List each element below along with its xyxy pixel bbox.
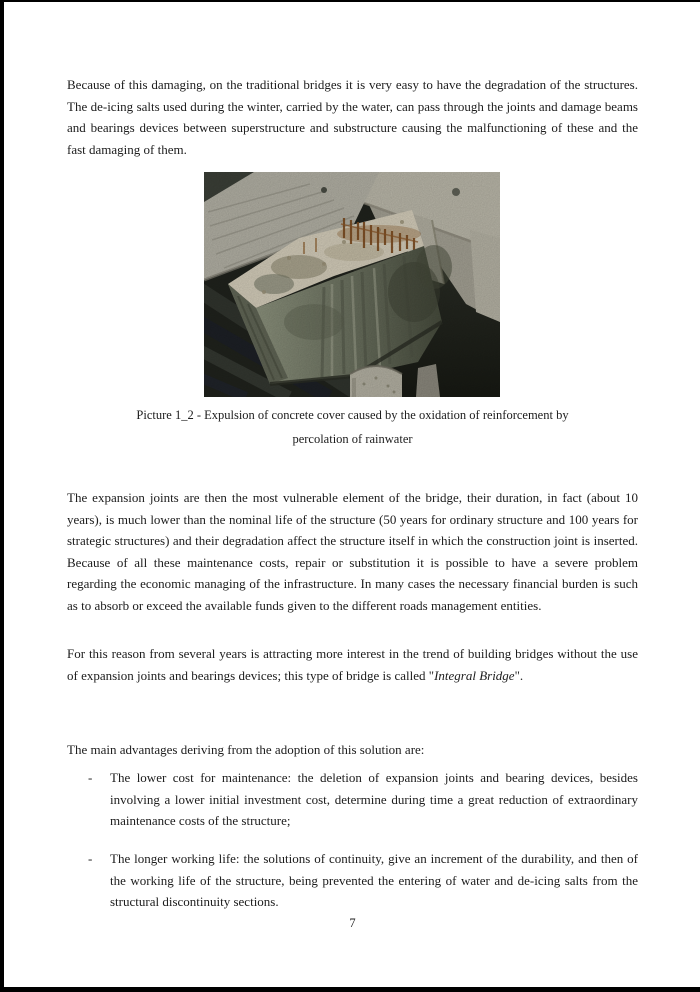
scan-border-left [0, 0, 4, 992]
bullet-lower-cost-text: The lower cost for maintenance: the deletion of expansion joints and bearing devices, besides involving a lower initial investment cost, determine during time a great reduction of extraordinary maintenance costs of the structure; [110, 770, 638, 828]
advantages-intro: The main advantages deriving from the adoption of this solution are: [67, 742, 425, 757]
paragraph-integral-bridge-end: ". [514, 667, 524, 683]
figure-caption [67, 403, 638, 451]
integral-bridge-term: Integral Bridge [434, 667, 515, 683]
figure-caption-line1: Picture 1_2 - Expulsion of concrete cover caused by the oxidation of reinforcement by [136, 408, 569, 422]
paragraph-integral-bridge [67, 643, 638, 686]
bullet-dash: - [88, 770, 93, 785]
scan-border-top [0, 0, 700, 2]
bridge-damage-photo [204, 172, 500, 397]
bullet-lower-cost [88, 767, 638, 832]
scan-border-bottom [0, 987, 700, 992]
page-number: 7 [349, 916, 356, 930]
paragraph-integral-bridge-text: For this reason from several years is attracting more interest in the trend of building bridges without the use of expansion joints and bearings devices; this type of bridge is called " [67, 646, 638, 683]
paragraph-degradation: Because of this damaging, on the traditional bridges it is very easy to have the degradation of the structures. The de-icing salts used during the winter, carried by the water, can pass through the joints and damage beams and bearings devices between superstructure and substructure causing the malfunctioning of these and the fast damaging of them. [67, 77, 638, 157]
bullet-longer-life [88, 848, 638, 913]
figure-caption-line2: percolation of rainwater [292, 432, 413, 446]
bullet-dash: - [88, 851, 93, 866]
bullet-longer-life-text: The longer working life: the solutions of continuity, give an increment of the durability, and then of the working life of the structure, being prevented the entering of water and de-icing salts from the structural discontinuity sections. [110, 851, 638, 909]
paragraph-expansion-joints: The expansion joints are then the most vulnerable element of the bridge, their duration, in fact (about 10 years), is much lower than the nominal life of the structure (50 years for ordinary structure and 100 years for strategic structures) and their degradation affect the structure itself in which the construction joint is inserted. Because of all these maintenance costs, repair or substitution it is possible to have a severe problem regarding the economic managing of the infrastructure. In many cases the necessary financial burden is such as to absorb or exceed the available funds given to the different roads management entities. [67, 490, 638, 613]
